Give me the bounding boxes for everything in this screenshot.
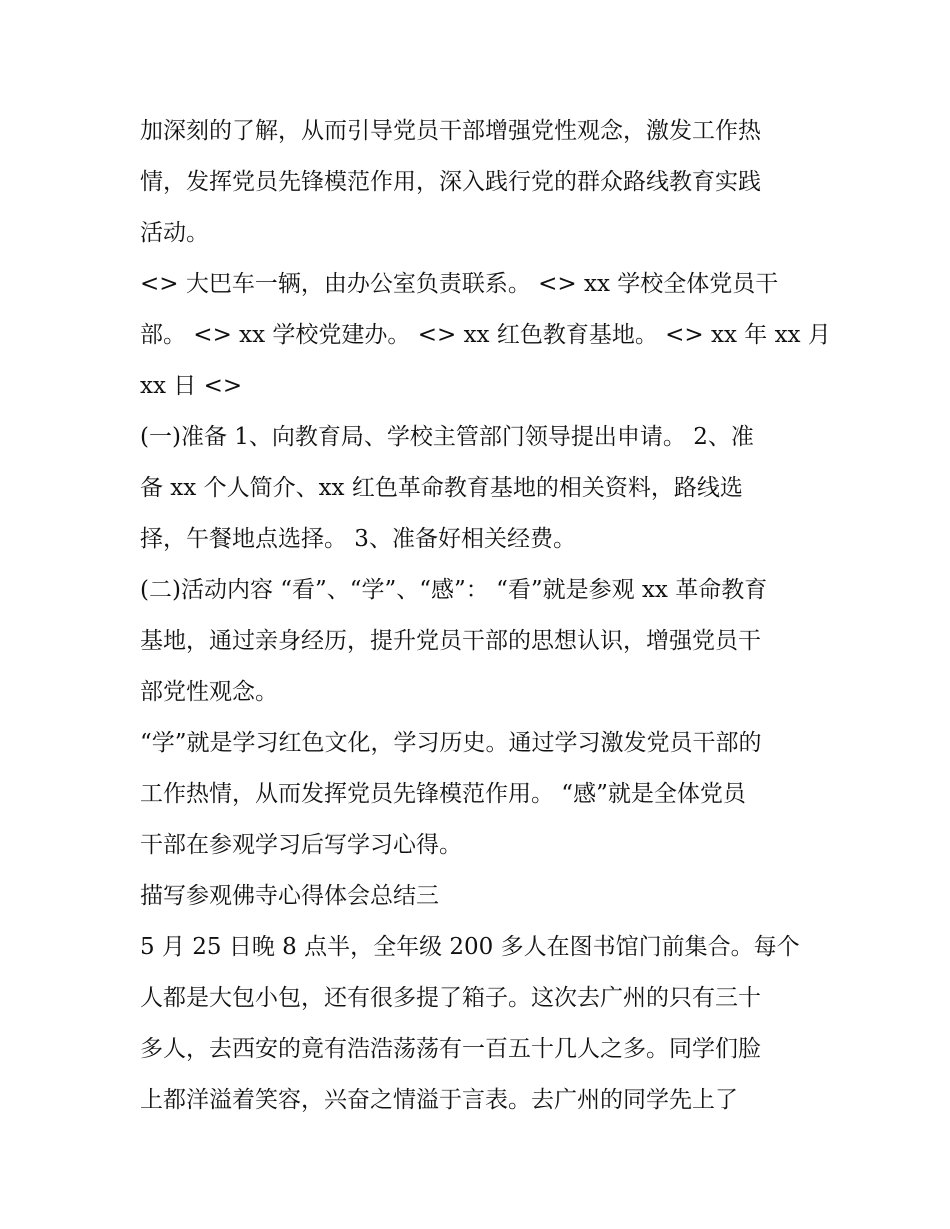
text-line: 择，午餐地点选择。 3、准备好相关经费。 xyxy=(140,526,576,552)
text-line: (二)活动内容 “看”、“学”、“感”： “看”就是参观 xx 革命教育 xyxy=(140,577,768,603)
text-line: 部。 <> xx 学校党建办。 <> xx 红色教育基地。 <> xx 年 xx 月 xyxy=(140,322,831,348)
text-line: 人都是大包小包，还有很多提了箱子。这次去广州的只有三十 xyxy=(140,985,761,1011)
text-line: 上都洋溢着笑容，兴奋之情溢于言表。去广州的同学先上了 xyxy=(140,1087,738,1113)
text-line: 活动。 xyxy=(140,220,209,246)
text-line: 干部在参观学习后写学习心得。 xyxy=(140,832,462,858)
text-line: 备 xx 个人简介、xx 红色革命教育基地的相关资料，路线选 xyxy=(140,475,743,501)
text-line: 5 月 25 日晚 8 点半，全年级 200 多人在图书馆门前集合。每个 xyxy=(140,934,800,960)
text-line: 工作热情，从而发挥党员先锋模范作用。 “感”就是全体党员 xyxy=(140,781,746,807)
text-line: 加深刻的了解，从而引导党员干部增强党性观念，激发工作热 xyxy=(140,118,761,144)
section-heading: 描写参观佛寺心得体会总结三 xyxy=(140,883,439,909)
document-body xyxy=(140,106,830,1126)
text-line: 部党性观念。 xyxy=(140,679,278,705)
text-line: 多人，去西安的竟有浩浩荡荡有一百五十几人之多。同学们脸 xyxy=(140,1036,761,1062)
text-line: xx 日 <> xyxy=(140,373,243,399)
text-line: 情，发挥党员先锋模范作用，深入践行党的群众路线教育实践 xyxy=(140,169,761,195)
text-line: <> 大巴车一辆，由办公室负责联系。 <> xx 学校全体党员干 xyxy=(140,271,779,297)
text-line: (一)准备 1、向教育局、学校主管部门领导提出申请。 2、准 xyxy=(140,424,754,450)
text-line: “学”就是学习红色文化，学习历史。通过学习激发党员干部的 xyxy=(140,730,762,756)
text-line: 基地，通过亲身经历，提升党员干部的思想认识，增强党员干 xyxy=(140,628,761,654)
